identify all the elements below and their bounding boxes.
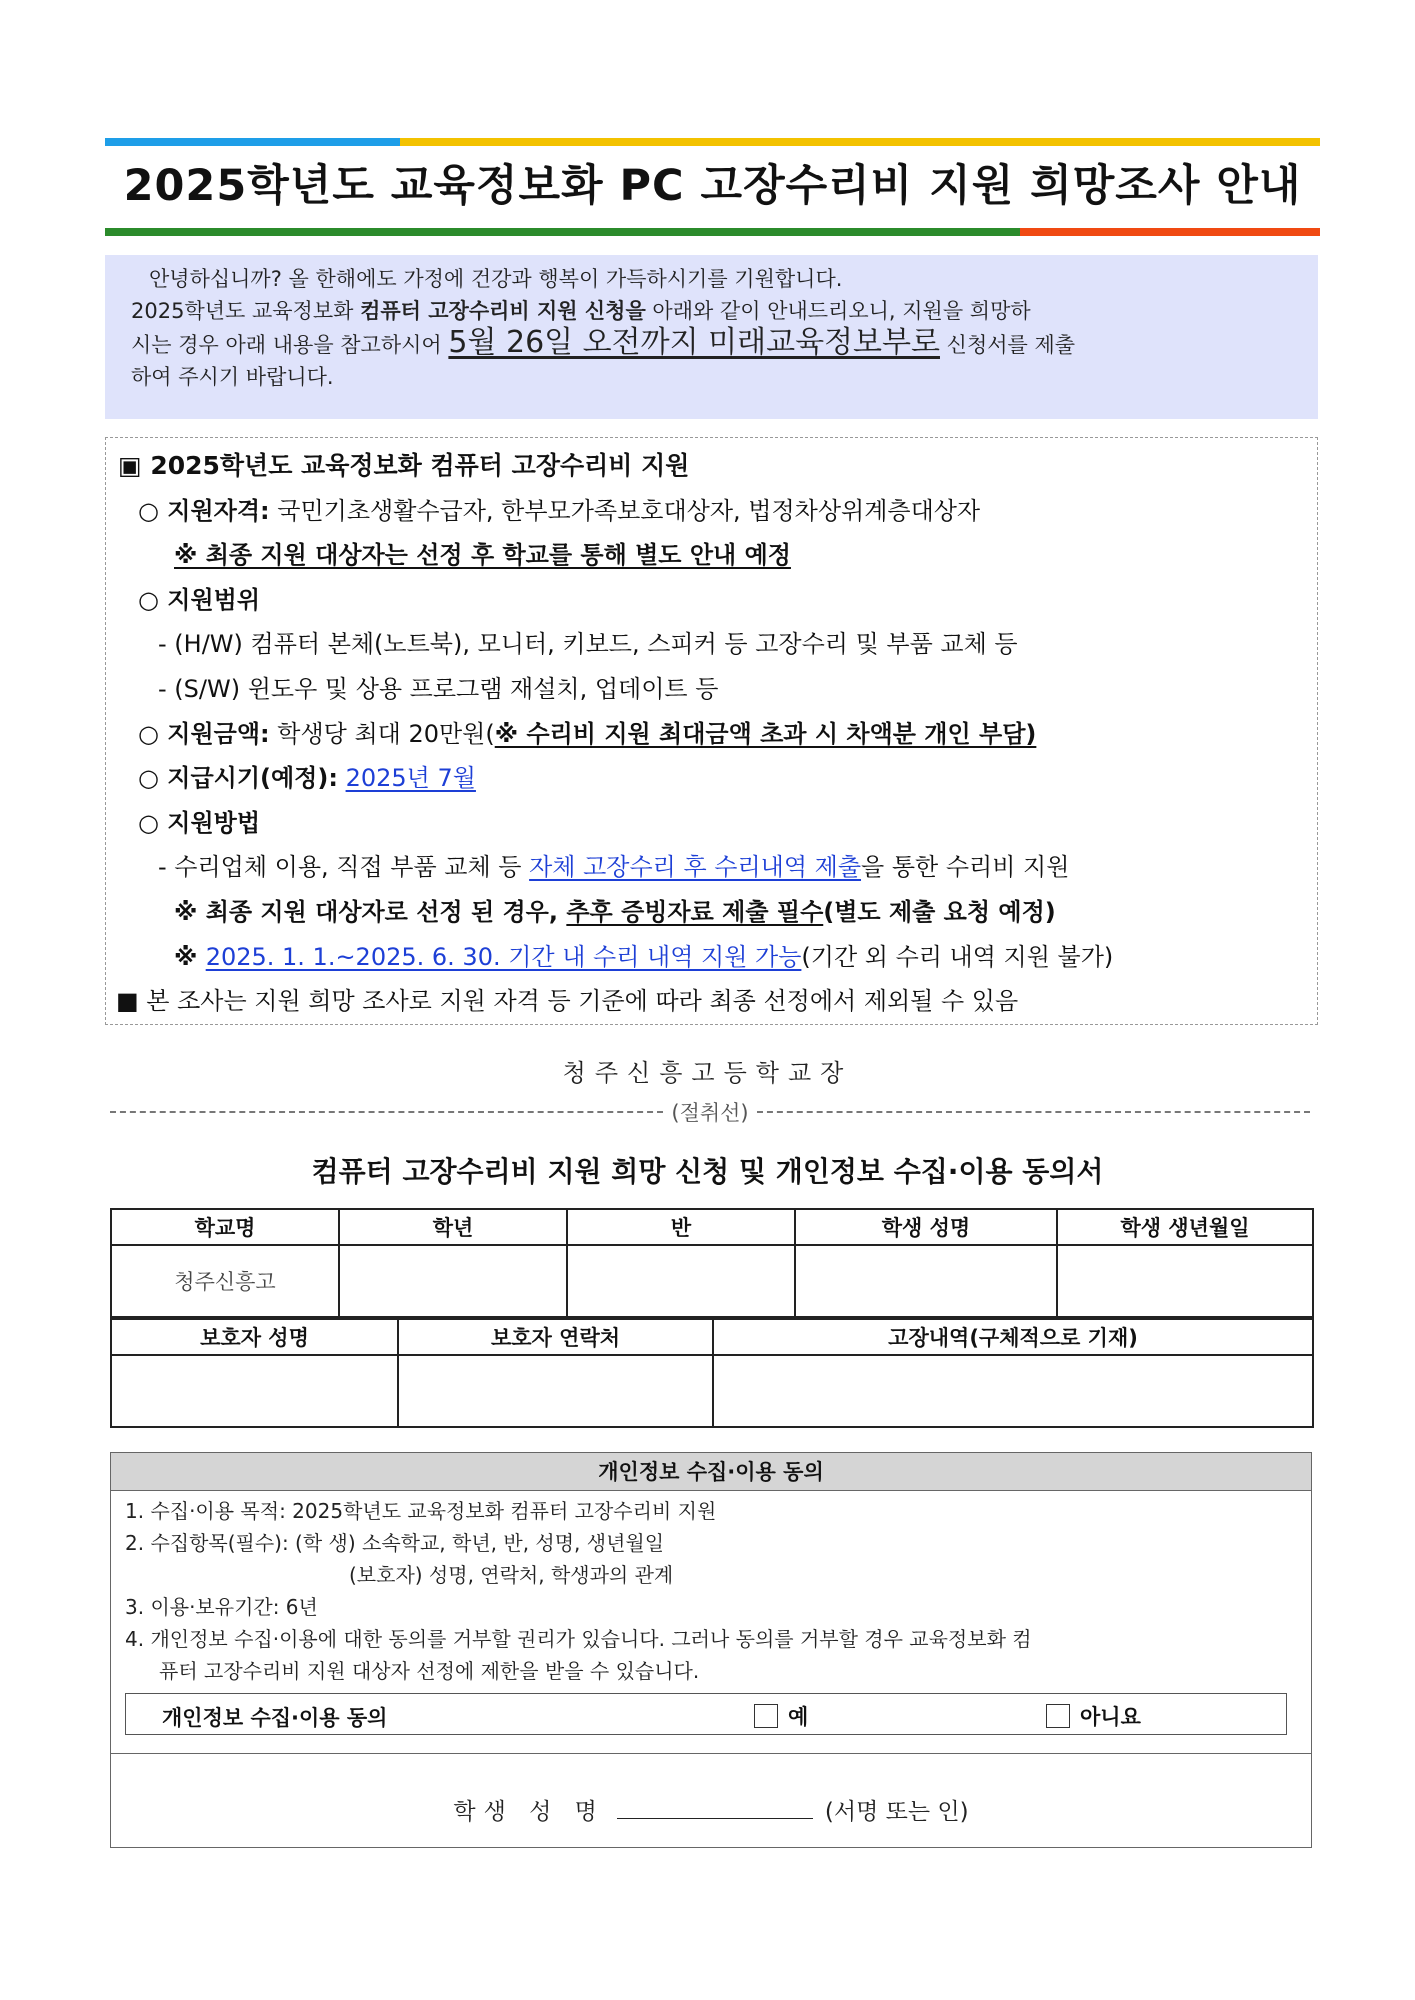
consent-no-checkbox[interactable] [1046, 1701, 1141, 1731]
deadline-highlight: 5월 26일 오전까지 미래교육정보부로 [448, 325, 940, 360]
consent-agree-row [125, 1693, 1287, 1735]
principal-signature: 청주신흥고등학교장 [562, 1059, 853, 1087]
header-school: 학교명 [111, 1209, 339, 1245]
scope-hw: - (H/W) 컴퓨터 본체(노트북), 모니터, 키보드, 스피커 등 고장수리 및 부품 교체 등 [158, 630, 1018, 659]
bottom-color-bar [105, 228, 1320, 236]
signature-suffix: (서명 또는 인) [824, 1799, 969, 1825]
payment-line: ○ 지급시기(예정): 2025년 7월 [138, 764, 476, 793]
cell-student-name[interactable] [795, 1245, 1057, 1317]
cell-guardian-contact[interactable] [398, 1355, 713, 1427]
header-student-birth: 학생 생년월일 [1057, 1209, 1313, 1245]
consent-item-4: 4. 개인정보 수집·이용에 대한 동의를 거부할 권리가 있습니다. 그러나 동의를 거부할 경우 교육정보화 컴 [125, 1627, 1032, 1651]
intro-box [105, 255, 1318, 419]
consent-item-4-cont: 퓨터 고장수리비 지원 대상자 선정에 제한을 받을 수 있습니다. [159, 1659, 700, 1683]
info-heading: ▣ 2025학년도 교육정보화 컴퓨터 고장수리비 지원 [118, 451, 690, 480]
info-footer: ■ 본 조사는 지원 희망 조사로 지원 자격 등 기준에 따라 최종 선정에서 제외될 수 있음 [116, 987, 1019, 1016]
scope-sw: - (S/W) 윈도우 및 상용 프로그램 재설치, 업데이트 등 [158, 674, 719, 703]
consent-item-1: 1. 수집·이용 목적: 2025학년도 교육정보화 컴퓨터 고장수리비 지원 [125, 1499, 717, 1523]
consent-no-label: 아니요 [1080, 1705, 1141, 1729]
cell-school: 청주신흥고 [111, 1245, 339, 1317]
cell-student-birth[interactable] [1057, 1245, 1313, 1317]
student-info-table [110, 1208, 1314, 1318]
signature-line [111, 1793, 1311, 1826]
signature-label: 학생 성 명 [453, 1799, 605, 1825]
checkbox-icon[interactable] [754, 1704, 778, 1728]
cell-grade[interactable] [339, 1245, 567, 1317]
consent-item-3: 3. 이용·보유기간: 6년 [125, 1595, 318, 1619]
agree-label: 개인정보 수집·이용 동의 [162, 1706, 388, 1730]
intro-line-1: 안녕하십니까? 올 한해에도 가정에 건강과 행복이 가득하시기를 기원합니다. [149, 267, 843, 291]
header-guardian-contact: 보호자 연락처 [398, 1319, 713, 1355]
cell-failure-details[interactable] [713, 1355, 1313, 1427]
signature-blank[interactable] [617, 1797, 813, 1819]
header-student-name: 학생 성명 [795, 1209, 1057, 1245]
consent-item-2: 2. 수집항목(필수): (학 생) 소속학교, 학년, 반, 성명, 생년월일 [125, 1531, 665, 1555]
support-info-box [105, 437, 1318, 1025]
payment-date: 2025년 7월 [345, 764, 476, 793]
intro-line-2: 2025학년도 교육정보화 컴퓨터 고장수리비 지원 신청을 아래와 같이 안내드리오니, 지원을 희망하 [131, 299, 1031, 323]
cell-class[interactable] [567, 1245, 795, 1317]
method-note-2: ※ 2025. 1. 1.~2025. 6. 30. 기간 내 수리 내역 지원 가능(기간 외 수리 내역 지원 불가) [174, 942, 1114, 971]
privacy-consent-box [110, 1452, 1312, 1848]
consent-yes-checkbox[interactable] [754, 1701, 808, 1731]
header-class: 반 [567, 1209, 795, 1245]
form-title: 컴퓨터 고장수리비 지원 희망 신청 및 개인정보 수집·이용 동의서 [311, 1155, 1104, 1188]
consent-yes-label: 예 [788, 1705, 809, 1729]
consent-items [111, 1491, 1311, 1687]
header-guardian-name: 보호자 성명 [111, 1319, 398, 1355]
header-grade: 학년 [339, 1209, 567, 1245]
consent-heading: 개인정보 수집·이용 동의 [111, 1453, 1311, 1491]
intro-line-3: 시는 경우 아래 내용을 참고하시어 5월 26일 오전까지 미래교육정보부로 신청서를 제출 [131, 325, 1076, 360]
qualification-note: ※ 최종 지원 대상자는 선정 후 학교를 통해 별도 안내 예정 [174, 541, 791, 570]
cut-line: (절취선) [110, 1097, 1310, 1127]
guardian-info-table [110, 1318, 1314, 1428]
method-note-1: ※ 최종 지원 대상자로 선정 된 경우, 추후 증빙자료 제출 필수(별도 제출 요청 예정) [174, 897, 1056, 926]
amount-line: ○ 지원금액: 학생당 최대 20만원(※ 수리비 지원 최대금액 초과 시 차액분 개인 부담) [138, 719, 1037, 748]
signature-divider [111, 1753, 1311, 1754]
cell-guardian-name[interactable] [111, 1355, 398, 1427]
method-line: - 수리업체 이용, 직접 부품 교체 등 자체 고장수리 후 수리내역 제출을 통한 수리비 지원 [158, 853, 1070, 882]
document-title: 2025학년도 교육정보화 PC 고장수리비 지원 희망조사 안내 [123, 161, 1302, 211]
checkbox-icon[interactable] [1046, 1704, 1070, 1728]
header-failure-details: 고장내역(구체적으로 기재) [713, 1319, 1313, 1355]
method-highlight: 자체 고장수리 후 수리내역 제출 [529, 853, 862, 882]
qualification-line: ○ 지원자격: 국민기초생활수급자, 한부모가족보호대상자, 법정차상위계층대상자 [138, 496, 981, 525]
intro-line-4: 하여 주시기 바랍니다. [131, 365, 334, 389]
top-color-bar [105, 138, 1320, 146]
scope-label: ○ 지원범위 [138, 585, 261, 614]
method-label: ○ 지원방법 [138, 808, 261, 837]
consent-item-2-sub: (보호자) 성명, 연락처, 학생과의 관계 [349, 1563, 674, 1587]
